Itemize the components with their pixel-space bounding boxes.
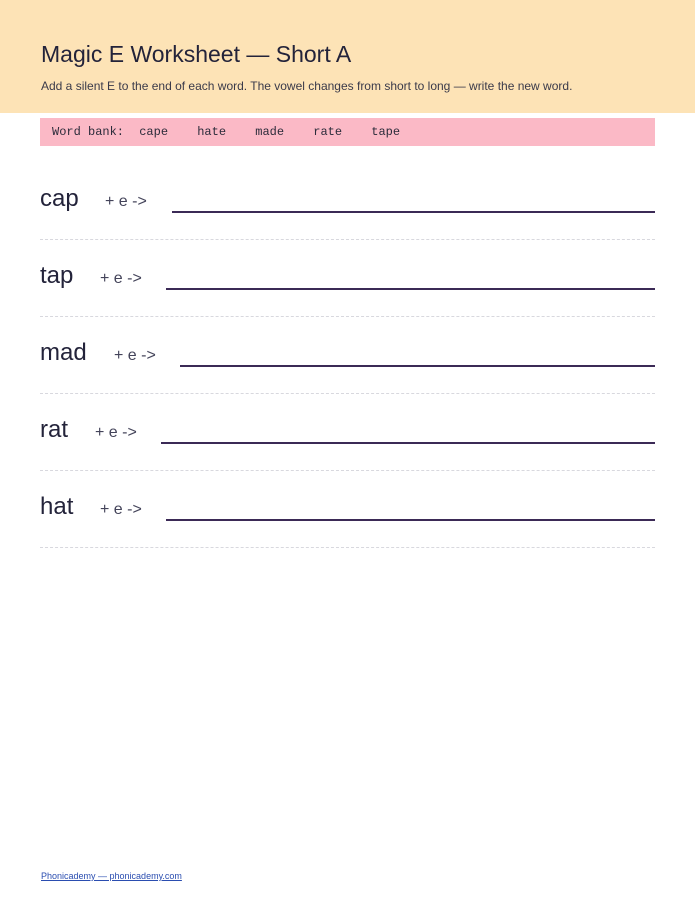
exercise-row [40, 240, 655, 317]
answer-line[interactable] [172, 211, 655, 213]
worksheet-instructions: Add a silent E to the end of each word. The vowel changes from short to long — write the new word. [41, 79, 573, 93]
footer-link[interactable]: Phonicademy — phonicademy.com [41, 871, 182, 881]
worksheet-title: Magic E Worksheet — Short A [41, 41, 352, 67]
exercise-row [40, 394, 655, 471]
word-bank-word: hate [197, 125, 227, 139]
short-vowel-word: hat [40, 493, 74, 520]
add-e-operator: + e -> [114, 347, 156, 364]
worksheet-header [0, 0, 695, 113]
add-e-operator: + e -> [105, 193, 147, 210]
add-e-operator: + e -> [100, 270, 142, 287]
answer-line[interactable] [166, 519, 655, 521]
row-divider [40, 547, 655, 548]
answer-line[interactable] [161, 442, 655, 444]
word-bank-word: tape [371, 125, 401, 139]
add-e-operator: + e -> [95, 424, 137, 441]
short-vowel-word: rat [40, 416, 69, 443]
word-bank-word: rate [313, 125, 343, 139]
short-vowel-word: mad [40, 339, 87, 366]
word-bank-word: made [255, 125, 285, 139]
short-vowel-word: tap [40, 262, 74, 289]
exercise-row [40, 317, 655, 394]
answer-line[interactable] [180, 365, 655, 367]
answer-line[interactable] [166, 288, 655, 290]
exercise-row [40, 471, 655, 548]
word-bank [40, 118, 655, 146]
add-e-operator: + e -> [100, 501, 142, 518]
exercise-row [40, 163, 655, 240]
word-bank-label: Word bank: [52, 125, 125, 139]
short-vowel-word: cap [40, 185, 79, 212]
word-bank-word: cape [139, 125, 169, 139]
